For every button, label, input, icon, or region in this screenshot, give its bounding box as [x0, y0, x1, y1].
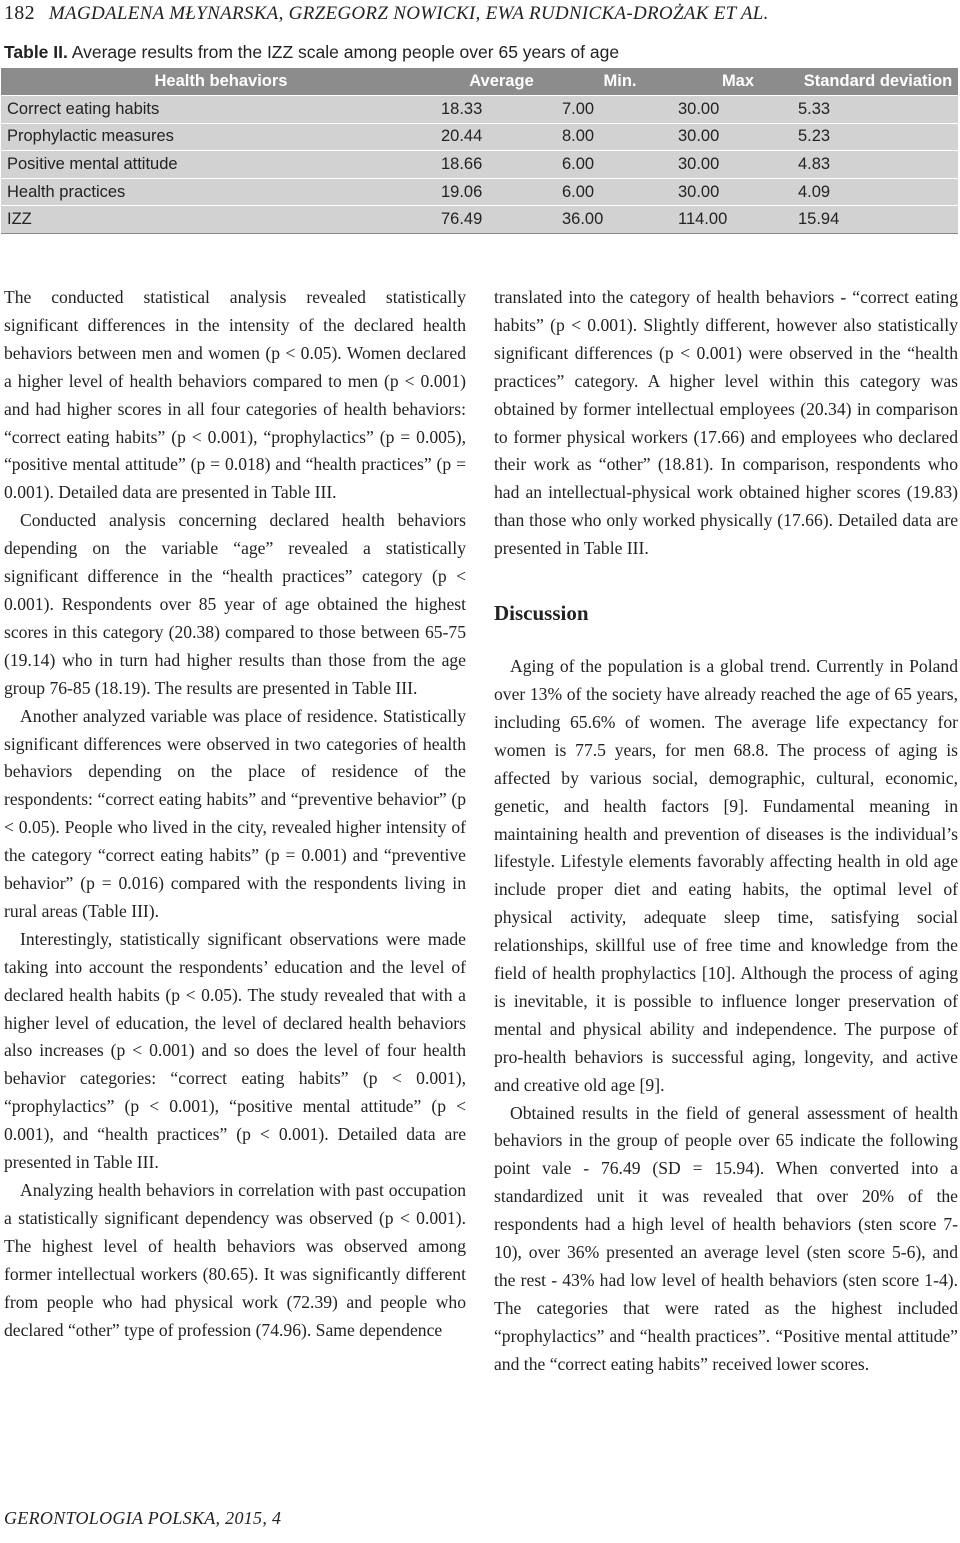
table-row [1, 96, 958, 124]
table-row [1, 151, 958, 179]
table-cell: 5.23 [798, 123, 958, 151]
table-cell: 5.33 [798, 96, 958, 124]
running-header [4, 2, 954, 32]
table-cell: 8.00 [562, 123, 678, 151]
col-header: Average [441, 68, 562, 96]
page-number: 182 [4, 2, 35, 24]
body-paragraph: Aging of the population is a global trend. Currently in Poland over 13% of the society have already reached the age of 65 years, including 65.6% of women. The average life expectancy for women is 77.5 years, for men 68.8. The process of aging is affected by various social, demographic, cultural, economic, genetic, and health factors [9]. Fundamental meaning in maintaining health and prevention of diseases is the individual’s lifestyle. Lifestyle elements favorably affecting health in old age include proper diet and eating habits, the optimal level of physical activity, adequate sleep time, satisfying social relationships, skillful use of free time and knowledge from the field of health prophylactics [10]. Although the process of aging is inevitable, it is possible to influence longer preservation of mental and physical ability and independence. The purpose of pro-health behaviors is successful aging, longevity, and active and creative old age [9]. [494, 656, 958, 1095]
table-cell: IZZ [1, 206, 441, 234]
table-cell: 20.44 [441, 123, 562, 151]
table-row [1, 178, 958, 206]
header-authors: MAGDALENA MŁYNARSKA, GRZEGORZ NOWICKI, EWA RUDNICKA-DROŻAK ET AL. [48, 3, 769, 24]
body-paragraph: Obtained results in the field of general assessment of health behaviors in the group of people over 65 indicate the following point vale - 76.49 (SD = 15.94). When converted into a standardized unit it was revealed that over 20% of the respondents had a high level of health behaviors (sten score 7-10), over 36% presented an average level (sten score 5-6), and the rest - 43% had low level of health behaviors (sten score 1-4). The categories that were rated as the highest included “prophylactics” and “health practices”. “Positive mental attitude” and the “correct eating habits” received lower scores. [494, 1102, 958, 1374]
table-cell: 7.00 [562, 96, 678, 124]
section-heading: Discussion [494, 601, 589, 626]
col-header: Max [678, 68, 798, 96]
table-row [1, 206, 958, 234]
table-cell: Correct eating habits [1, 96, 441, 124]
table-cell: 36.00 [562, 206, 678, 234]
left-column [4, 284, 466, 1344]
table-cell: 30.00 [678, 123, 798, 151]
table-cell: 4.09 [798, 178, 958, 206]
body-paragraph: Conducted analysis concerning declared health behaviors depending on the variable “age” revealed a statistically significant difference in the “health practices” category (p < 0.001). Respondents over 85 year of age obtained the highest scores in this category (20.38) compared to those between 65-75 (19.14) who in turn had higher results than those from the age group 76-85 (18.19). The results are presented in Table III. [4, 510, 466, 698]
table-row [1, 123, 958, 151]
table-cell: Positive mental attitude [1, 151, 441, 179]
table-cell: 114.00 [678, 206, 798, 234]
table-caption [4, 42, 619, 63]
table-cell: 15.94 [798, 206, 958, 234]
body-paragraph: The conducted statistical analysis revealed statistically significant differences in the intensity of the declared health behaviors between men and women (p < 0.05). Women declared a higher level of health behaviors compared to men (p < 0.001) and had higher scores in all four categories of health behaviors: “correct eating habits” (p < 0.001), “prophylactics” (p = 0.005), “positive mental attitude” (p = 0.018) and “health practices” (p = 0.001). Detailed data are presented in Table III. [4, 287, 466, 503]
table-cell: 30.00 [678, 151, 798, 179]
table-cell: 76.49 [441, 206, 562, 234]
table-cell: 6.00 [562, 151, 678, 179]
table-cell: 19.06 [441, 178, 562, 206]
table-caption-label: Table II. [4, 42, 68, 62]
table-cell: 18.66 [441, 151, 562, 179]
journal-footer: GERONTOLOGIA POLSKA, 2015, 4 [4, 1508, 282, 1528]
body-paragraph: translated into the category of health behaviors - “correct eating habits” (p < 0.001). Slightly different, however also statistically significant differences (p < 0.001) were observed in the “health practices” category. A higher level within this category was obtained by former intellectual employees (20.34) in comparison to former physical workers (17.66) and employees who declared their work as “other” (18.81). In comparison, respondents who had an intellectual-physical work obtained higher scores (19.83) than those who only worked physically (17.66). Detailed data are presented in Table III. [494, 287, 958, 559]
col-header: Health behaviors [1, 68, 441, 96]
body-paragraph: Analyzing health behaviors in correlation with past occupation a statistically significant dependency was observed (p < 0.001). The highest level of health behaviors was observed among former intellectual workers (80.65). It was significantly different from people who had physical work (72.39) and people who declared “other” type of profession (74.96). Same dependence [4, 1180, 466, 1340]
table-cell: 6.00 [562, 178, 678, 206]
table-cell: Health practices [1, 178, 441, 206]
table-cell: 4.83 [798, 151, 958, 179]
table-cell: Prophylactic measures [1, 123, 441, 151]
results-table [1, 68, 958, 234]
table-caption-text: Average results from the IZZ scale among people over 65 years of age [71, 42, 620, 62]
col-header: Min. [562, 68, 678, 96]
col-header: Standard deviation [798, 68, 958, 96]
table-cell: 18.33 [441, 96, 562, 124]
table-header-row [1, 68, 958, 96]
table-cell: 30.00 [678, 178, 798, 206]
body-paragraph: Interestingly, statistically significant observations were made taking into account the respondents’ education and the level of declared health habits (p < 0.05). The study revealed that with a higher level of education, the level of declared health behaviors also increases (p < 0.001) and so does the level of four health behavior categories: “correct eating habits” (p < 0.001), “prophylactics” (p < 0.001), “positive mental attitude” (p < 0.001), and “health practices” (p < 0.001). Detailed data are presented in Table III. [4, 928, 466, 1173]
body-paragraph: Another analyzed variable was place of residence. Statistically significant differences were observed in two categories of health behaviors depending on the place of residence of the respondents: “correct eating habits” and “preventive behavior” (p < 0.05). People who lived in the city, revealed higher intensity of the category “correct eating habits” (p = 0.001) and “preventive behavior” (p = 0.016) compared with the respondents living in rural areas (Table III). [4, 705, 466, 921]
table-cell: 30.00 [678, 96, 798, 124]
right-column [494, 284, 958, 1379]
